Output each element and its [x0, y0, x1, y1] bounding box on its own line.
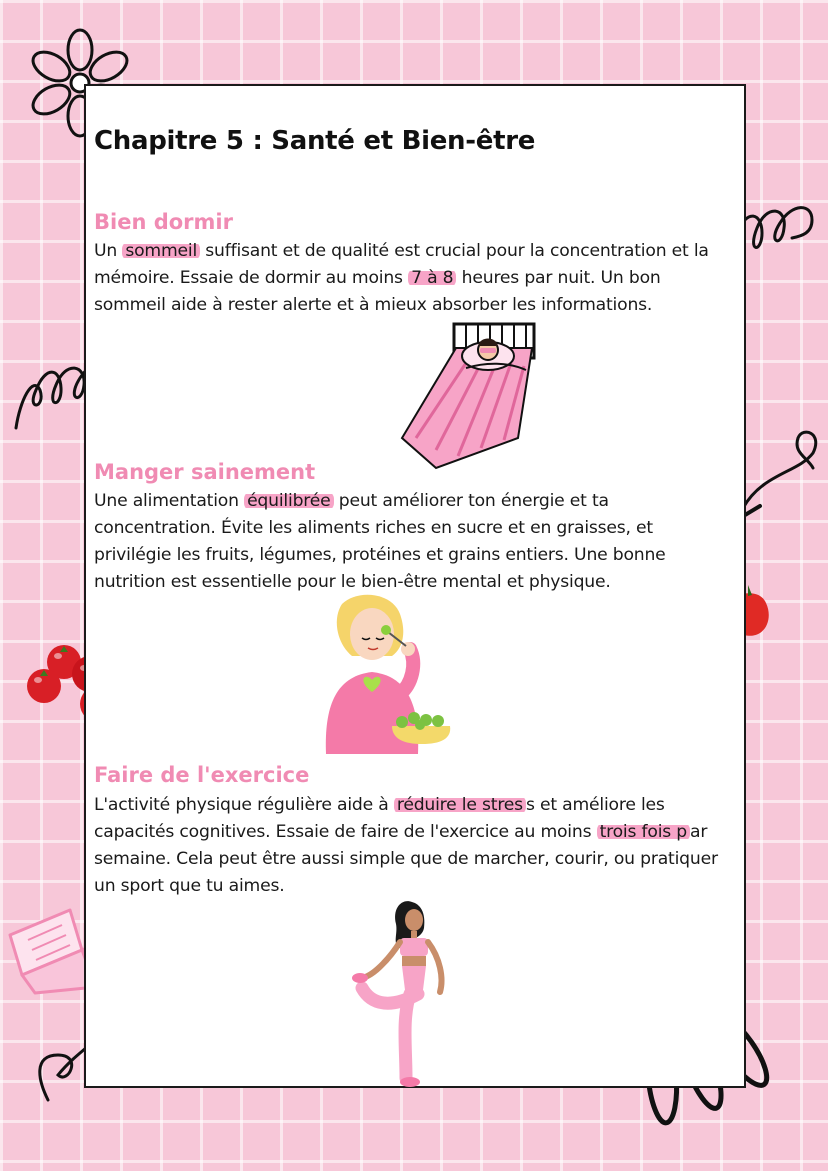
- text-run: Un: [94, 241, 123, 261]
- girl-eating-salad-illustration: [322, 594, 462, 754]
- section-heading-eating: Manger sainement: [94, 460, 316, 484]
- section-heading-exercise: Faire de l'exercice: [94, 763, 310, 787]
- section-text-eating: [94, 488, 734, 596]
- highlight-mark: réduire le stres: [394, 795, 526, 815]
- highlight-mark: équilibrée: [244, 491, 333, 511]
- woman-stretching-illustration: [352, 898, 462, 1088]
- text-run: peut améliorer ton énergie et ta concentration. Évite les aliments riches en sucre et en graisses, et privilégie les fruits, légumes, protéines et grains entiers. Une bonne nutrition est essentielle pour le bien-être mental et physique.: [94, 491, 666, 592]
- section-heading-sleep: Bien dormir: [94, 210, 233, 234]
- text-run: s et améliore les capacités cognitives. Essaie de faire de l'exercice au moins: [94, 795, 665, 842]
- section-text-exercise: [94, 792, 734, 900]
- sleeping-bed-illustration: [396, 318, 536, 478]
- highlight-mark: sommeil: [122, 241, 200, 261]
- text-run: ar semaine. Cela peut être aussi simple que de marcher, courir, ou pratiquer un sport que tu aimes.: [94, 822, 718, 896]
- page-title: Chapitre 5 : Santé et Bien-être: [94, 126, 536, 156]
- text-run: Une alimentation: [94, 491, 245, 511]
- text-run: L'activité physique régulière aide à: [94, 795, 394, 815]
- text-run: heures par nuit. Un bon sommeil aide à rester alerte et à mieux absorber les informations.: [94, 268, 661, 315]
- text-run: suffisant et de qualité est crucial pour la concentration et la mémoire. Essaie de dormir au moins: [94, 241, 709, 288]
- highlight-mark: 7 à 8: [408, 268, 456, 288]
- highlight-mark: trois fois p: [597, 822, 690, 842]
- chapter-page: [84, 84, 746, 1088]
- section-text-sleep: [94, 238, 734, 319]
